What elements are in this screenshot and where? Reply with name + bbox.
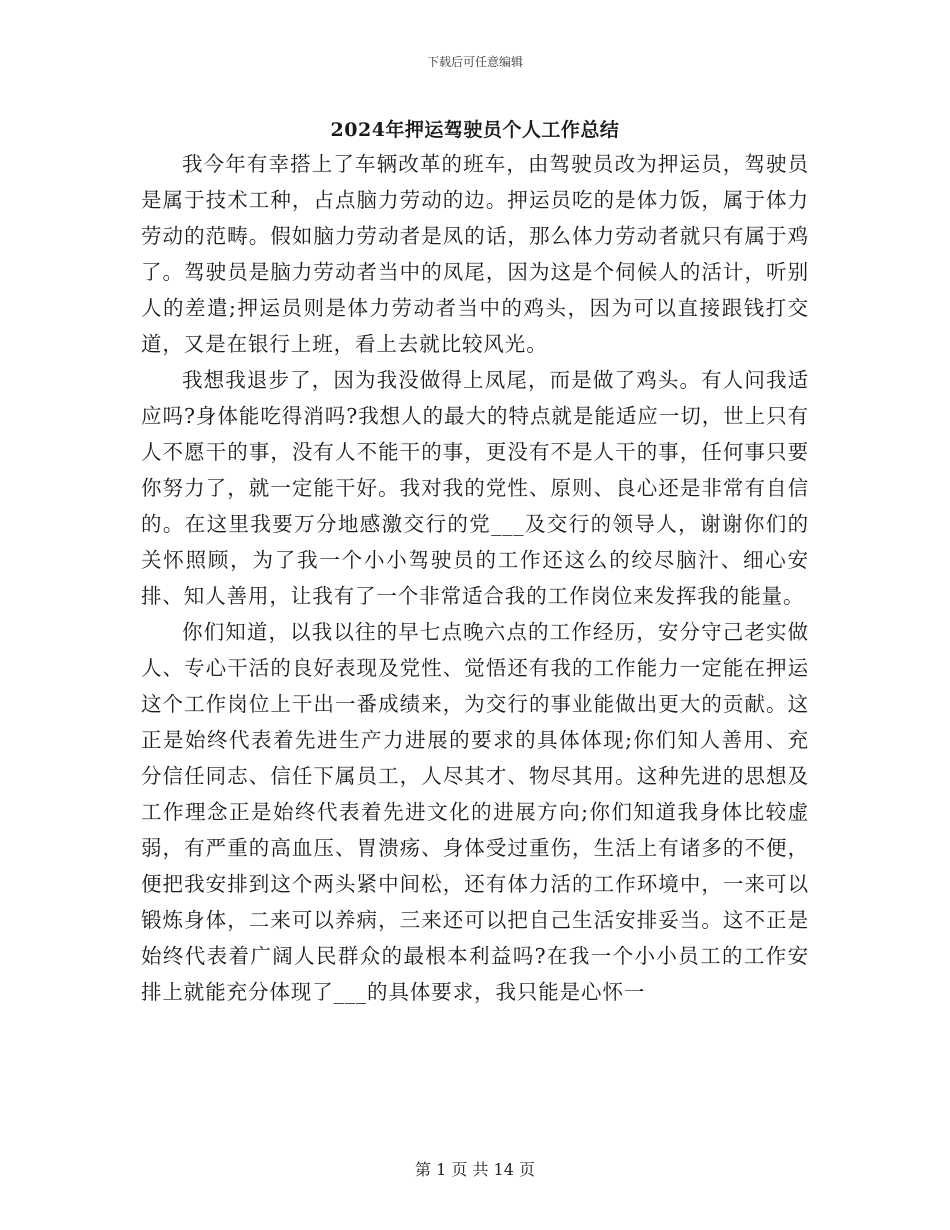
paragraph-1: 我今年有幸搭上了车辆改革的班车，由驾驶员改为押运员，驾驶员是属于技术工种，占点脑力劳动的边。押运员吃的是体力饭，属于体力劳动的范畴。假如脑力劳动者是凤的话，那么体力劳动者就只有属于鸡了。驾驶员是脑力劳动者当中的凤尾，因为这是个伺候人的活计，听别人的差遣;押运员则是体力劳动者当中的鸡头，因为可以直接跟钱打交道，又是在银行上班，看上去就比较风光。 — [141, 152, 809, 356]
document-body — [141, 146, 809, 1010]
paragraph-3: 你们知道，以我以往的早七点晚六点的工作经历，安分守己老实做人、专心干活的良好表现及党性、觉悟还有我的工作能力一定能在押运这个工作岗位上干出一番成绩来，为交行的事业能做出更大的贡献。这正是始终代表着先进生产力进展的要求的具体体现;你们知人善用、充分信任同志、信任下属员工，人尽其才、物尽其用。这种先进的思想及工作理念正是始终代表着先进文化的进展方向;你们知道我身体比较虚弱，有严重的高血压、胃溃疡、身体受过重伤，生活上有诸多的不便，便把我安排到这个两头紧中间松，还有体力活的工作环境中，一来可以锻炼身体，二来可以养病，三来还可以把自己生活安排妥当。这不正是始终代表着广阔人民群众的最根本利益吗?在我一个小小员工的工作安排上就能充分体现了___的具体要求，我只能是心怀一 — [141, 620, 809, 1004]
page-number-footer: 第 1 页 共 14 页 — [415, 1160, 535, 1179]
header-note: 下载后可任意编辑 — [426, 55, 523, 69]
paragraph-2: 我想我退步了，因为我没做得上凤尾，而是做了鸡头。有人问我适应吗?身体能吃得消吗?我想人的最大的特点就是能适应一切，世上只有人不愿干的事，没有人不能干的事，更没有不是人干的事，任何事只要你努力了，就一定能干好。我对我的党性、原则、良心还是非常有自信的。在这里我要万分地感激交行的党___及交行的领导人，谢谢你们的关怀照顾，为了我一个小小驾驶员的工作还这么的绞尽脑汁、细心安排、知人善用，让我有了一个非常适合我的工作岗位来发挥我的能量。 — [141, 368, 809, 608]
document-title: 2024年押运驾驶员个人工作总结 — [330, 119, 620, 141]
